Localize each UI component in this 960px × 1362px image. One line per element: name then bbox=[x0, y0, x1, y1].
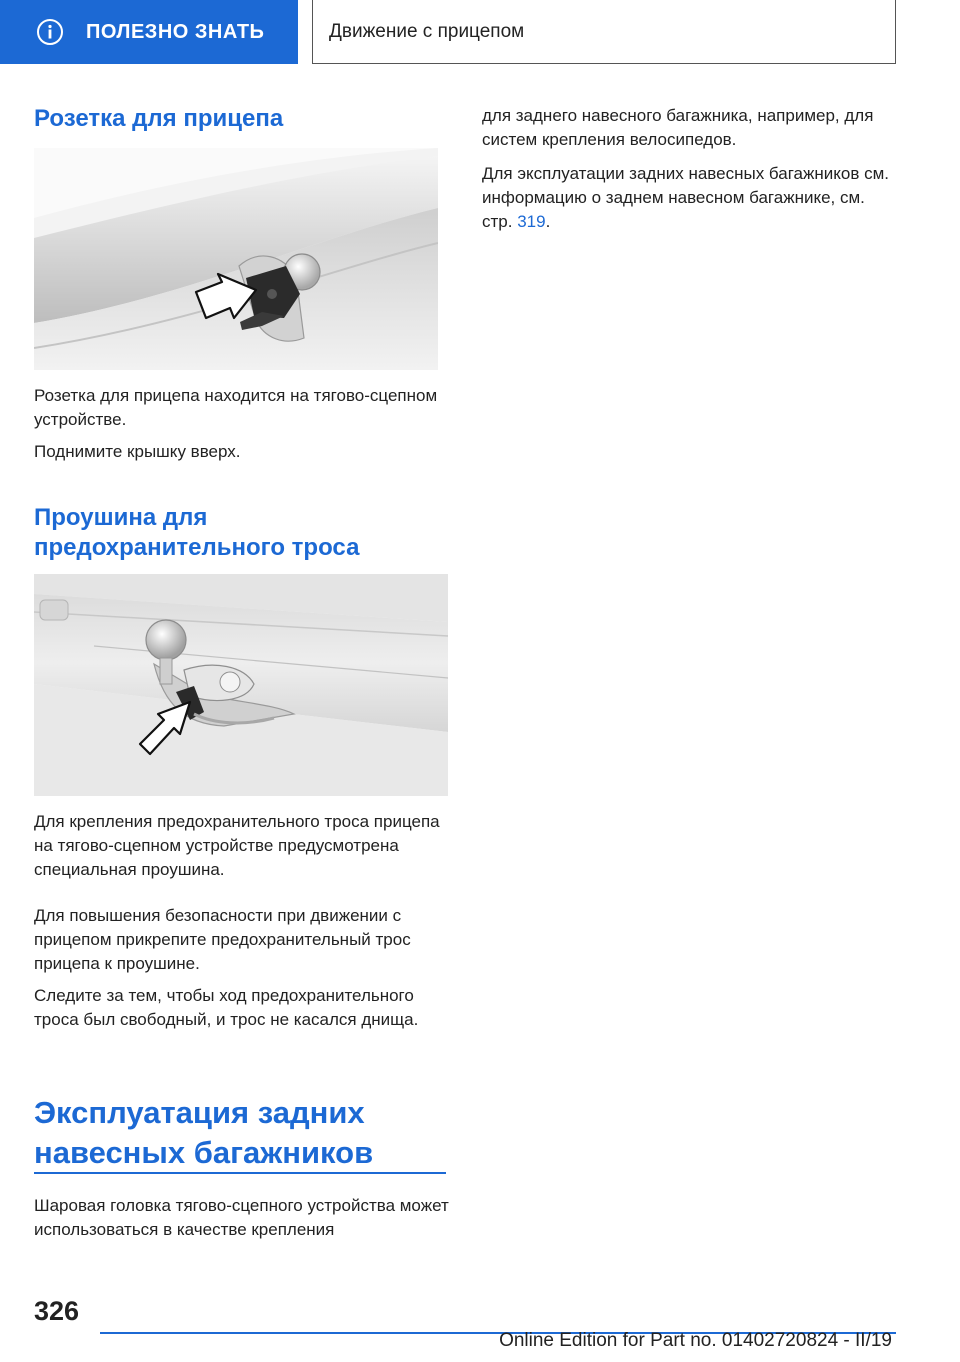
trailer-socket-figure bbox=[34, 148, 438, 370]
socket-paragraph-2: Поднимите крышку вверх. bbox=[34, 442, 241, 461]
reference-end: . bbox=[545, 212, 551, 231]
heading-rule bbox=[34, 1172, 446, 1174]
page-reference-link[interactable]: 319 bbox=[517, 212, 546, 231]
section-title bbox=[312, 0, 896, 64]
eyelet-paragraph-3: Следите за тем, чтобы ход предохранительного троса был свободный, и трос не касался днища. bbox=[34, 986, 419, 1029]
safety-cable-eyelet-illustration bbox=[34, 574, 448, 796]
chapter-tab[interactable] bbox=[0, 0, 298, 64]
socket-paragraph-1: Розетка для прицепа находится на тягово-сцепном устройстве. bbox=[34, 386, 438, 429]
safety-cable-eyelet-figure bbox=[34, 574, 448, 796]
chapter-tab-label: ПОЛЕЗНО ЗНАТЬ bbox=[86, 20, 265, 43]
carriers-heading-line2: навесных багажников bbox=[34, 1135, 374, 1170]
edition-text: Online Edition for Part no. 01402720824 - II/19 bbox=[499, 1330, 892, 1351]
carriers-paragraph: Шаровая головка тягово-сцепного устройства может использоваться в качестве крепления bbox=[34, 1196, 449, 1239]
eyelet-heading-line1: Проушина для bbox=[34, 504, 208, 531]
eyelet-paragraph-1: Для крепления предохранительного троса прицепа на тягово-сцепном устройстве предусмотрена специальная проушина. bbox=[34, 812, 440, 879]
reference-text: Для эксплуатации задних навесных багажников см. информацию о заднем навесном багажнике, см. стр. bbox=[482, 164, 890, 231]
carriers-continuation: для заднего навесного багажника, например, для систем крепления велосипедов. bbox=[482, 106, 874, 149]
carriers-heading-line1: Эксплуатация задних bbox=[34, 1095, 365, 1130]
eyelet-heading-line2: предохранительного троса bbox=[34, 534, 360, 561]
trailer-socket-illustration bbox=[34, 148, 438, 370]
info-icon bbox=[36, 18, 64, 46]
section-title-text: Движение с прицепом bbox=[329, 20, 525, 42]
eyelet-paragraph-2: Для повышения безопасности при движении с прицепом прикрепите предохранительный трос прицепа к проушине. bbox=[34, 906, 411, 973]
socket-heading: Розетка для прицепа bbox=[34, 105, 284, 132]
carriers-reference bbox=[482, 162, 894, 234]
page-number: 326 bbox=[34, 1296, 80, 1326]
